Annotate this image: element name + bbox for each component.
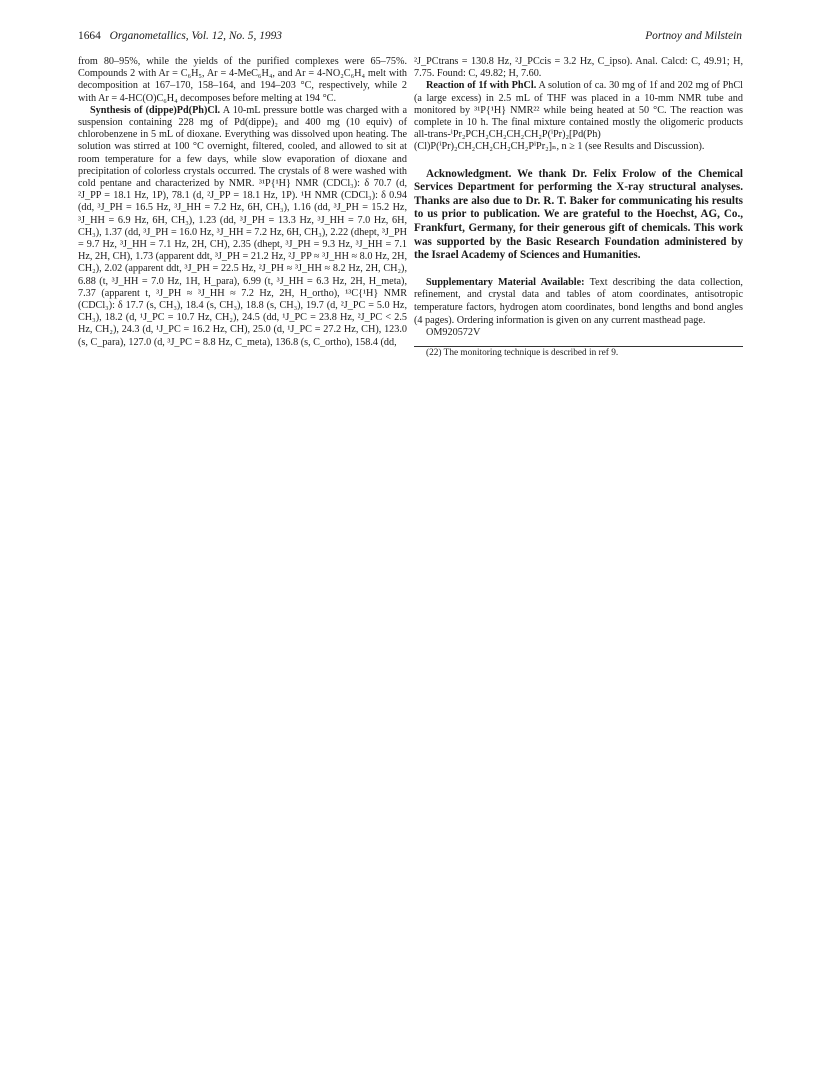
reaction-paragraph <box>414 80 743 153</box>
running-header <box>78 30 742 46</box>
acknowledgment-heading: Acknowledgment. <box>426 167 512 180</box>
synthesis-text: A 10-mL pressure bottle was charged with a suspension containing 228 mg of Pd(dippe)₂ and 400 mg (10 equiv) of chlorobenzene in 5 mL of dioxane. Everything was dissolved upon heating. The solution was stirred at 100 °C overnight, filtered, cooled, and allowed to sit at room temperature for a few days, while slow evaporation of dioxane and precipitation of colorless crystals occurred. The crystals of 8 were washed with cold pentane and characterized by NMR. ³¹P{¹H} NMR (CDCl₃): δ 70.7 (d, ²J_PP = 18.1 Hz, 1P), 78.1 (d, ²J_PP = 18.1 Hz, 1P). ¹H NMR (CDCl₃): δ 0.94 (dd, ³J_PH = 16.5 Hz, ³J_HH = 7.2 Hz, 6H, CH₃), 1.16 (dd, ³J_PH = 15.2 Hz, ³J_HH = 6.9 Hz, 6H, CH₃), 1.23 (dd, ³J_PH = 13.3 Hz, ³J_HH = 7.0 Hz, 6H, CH₃), 1.37 (dd, ³J_PH = 16.0 Hz, ³J_HH = 7.2 Hz, 6H, CH₃), 2.22 (dhept, ³J_PH = 9.7 Hz, ³J_HH = 7.1 Hz, 2H, CH), 2.35 (dhept, ³J_PH = 9.3 Hz, ³J_HH = 7.1 Hz, 2H, CH), 1.73 (apparent ddt, ³J_PH = 21.2 Hz, ²J_PP ≈ ³J_HH ≈ 8.0 Hz, 2H, CH₂), 2.02 (apparent ddt, ³J_PH = 22.5 Hz, ²J_PH ≈ ³J_HH ≈ 8.2 Hz, 2H, CH₂), 6.88 (t, ³J_HH = 7.0 Hz, 1H, H_para), 6.99 (t, ³J_HH = 6.3 Hz, 2H, H_meta), 7.37 (apparent t, ³J_PH ≈ ³J_HH ≈ 7.2 Hz, 2H, H_ortho), ¹³C{¹H} NMR (CDCl₃): δ 17.7 (s, CH₃), 18.4 (s, CH₃), 18.8 (s, CH₃), 19.7 (d, ²J_PC = 5.0 Hz, CH₃), 18.2 (d, ¹J_PC = 10.7 Hz, CH₂), 24.5 (dd, ¹J_PC = 23.8 Hz, ²J_PC < 2.5 Hz, CH₂), 24.3 (d, ¹J_PC = 16.2 Hz, CH), 25.0 (d, ¹J_PC = 27.2 Hz, CH), 123.0 (s, C_para), 127.0 (d, ³J_PC = 8.8 Hz, C_meta), 136.8 (s, C_ortho), 158.4 (dd, <box>78 104 408 348</box>
running-authors: Portnoy and Milstein <box>645 30 742 42</box>
supplementary-heading: Supplementary Material Available: <box>426 276 585 288</box>
reaction-heading: Reaction of 1f with PhCl. <box>426 80 537 92</box>
reaction-text: A solution of ca. 30 mg of 1f and 202 mg of PhCl (a large excess) in 2.5 mL of THF was placed in a 10-mm NMR tube and monitored by ³¹P{¹H} NMR²² while being heated at 50 °C. The reaction was complete in 10 h. The final mixture contained mostly the oligomeric products all-trans-ⁱPr₂PCH₂CH₂CH₂CH₂P(ⁱPr)₂[Pd(Ph)(Cl)P(ⁱPr)₂CH₂CH₂CH₂CH₂PⁱPr₂]ₙ, n ≥ 1 (see Results and Discussion). <box>414 80 743 153</box>
acknowledgment-paragraph <box>414 168 743 263</box>
supplementary-paragraph <box>414 277 743 327</box>
analysis-paragraph: ²J_PCtrans = 130.8 Hz, ²J_PCcis = 3.2 Hz, C_ipso). Anal. Calcd: C, 49.91; H, 7.75. Found: C, 49.82; H, 7.60. <box>414 56 743 80</box>
synthesis-heading: Synthesis of (dippe)Pd(Ph)Cl. <box>90 104 221 116</box>
acknowledgment-text: We thank Dr. Felix Frolow of the Chemical Services Department for performing the X-ray structural analyses. Thanks are also due to Dr. R. T. Baker for communicating his results to us prior to publication. We are grateful to the Hoechst, AG, Co., Frankfurt, Germany, for their generous gift of chemicals. This work was supported by the Basic Research Foundation administered by the Israel Academy of Sciences and Humanities. <box>414 167 744 262</box>
manuscript-code: OM920572V <box>426 327 481 339</box>
journal-citation: Organometallics, Vol. 12, No. 5, 1993 <box>109 30 282 42</box>
left-column <box>78 56 407 349</box>
footnote: (22) The monitoring technique is described in ref 9. <box>426 348 619 359</box>
synthesis-paragraph <box>78 105 407 349</box>
page-number: 1664 <box>78 30 101 42</box>
supplementary-text: Text describing the data collection, refinement, and crystal data and tables of atom coordinates, antisotropic temperature factors, hydrogen atom coordinates, bond lengths and bond angles (4 pages). Ordering information is given on any current masthead page. <box>414 276 743 326</box>
continuation-paragraph: from 80–95%, while the yields of the purified complexes were 65–75%. Compounds 2 with Ar = C₆H₅, Ar = 4-MeC₆H₄, and Ar = 4-NO₂C₆H₄ melt with decomposition at 167–170, 158–164, and 194–203 °C, respectively, while 2 with Ar = 4-HC(O)C₆H₄ decomposes before melting at 194 °C. <box>78 56 407 104</box>
right-column <box>414 56 743 359</box>
